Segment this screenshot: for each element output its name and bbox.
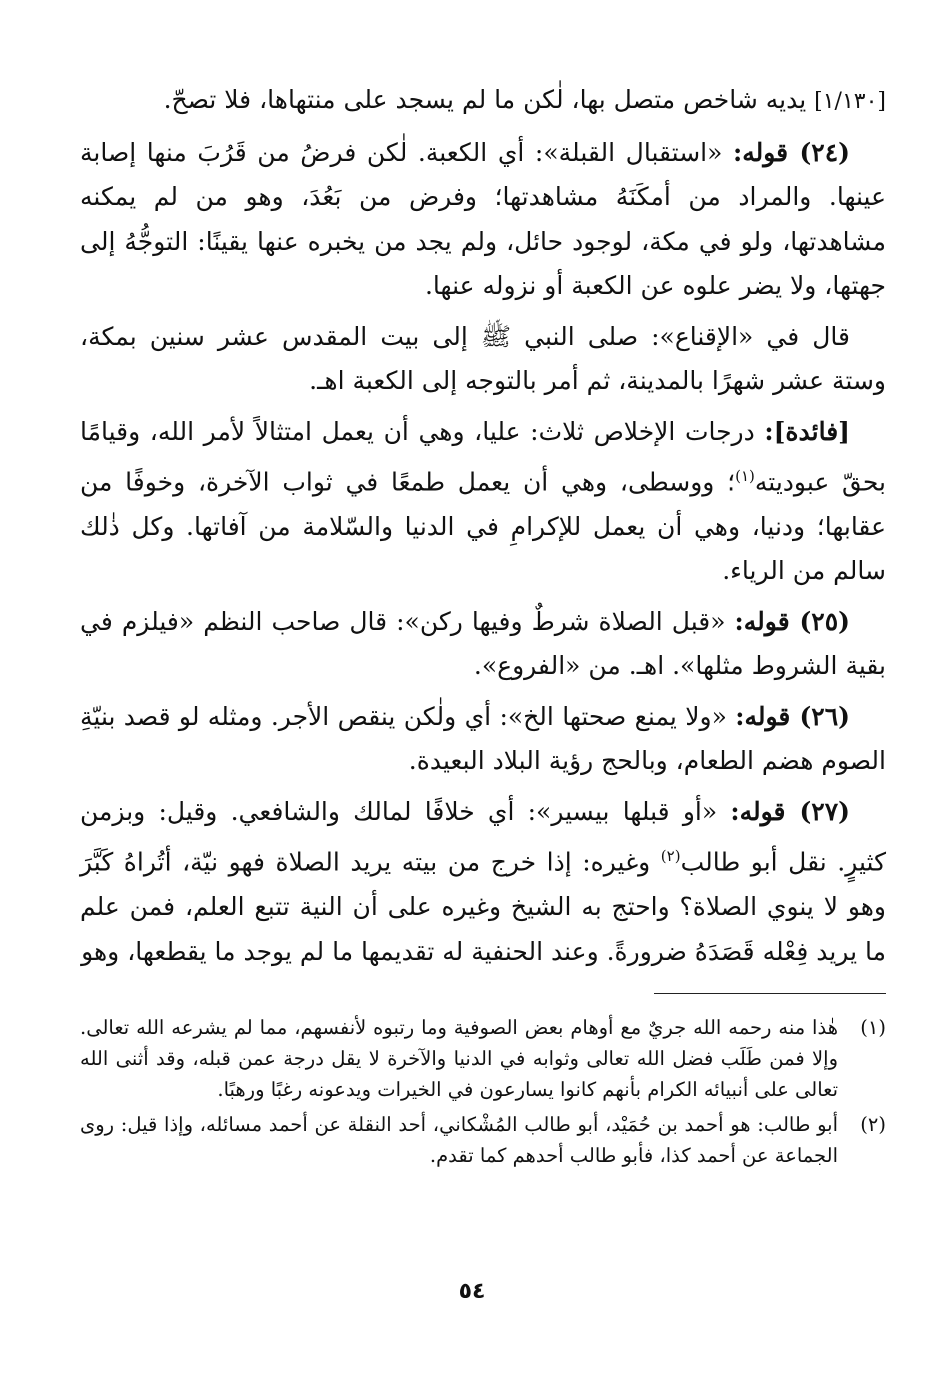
footnote-item [80,1109,886,1171]
paragraph-text: «استقبال القبلة»: أي الكعبة. لٰكن فرضُ من قَرُبَ منها إصابة عينها. والمراد من أمكَنَهُ مشاهدتها؛ وفرض من بَعُدَ، وهو من لم يمكنه مشاهدتها، ولو في مكة، لوجود حائل، ولم يجد من يخبره عنها يقينًا: التوجُّهُ إلى جهتها، ولا يضر علوه عن الكعبة أو نزوله عنها. [80,137,886,300]
benefit-label: [فائدة]: [764,416,850,446]
paragraph-text: درجات الإخلاص ثلاث: عليا، وهي أن يعمل امتثالاً لأمر الله، وقيامًا بحقّ عبوديته [80,416,886,497]
footnote-text: أبو طالب: هو أحمد بن حُمَيْد، أبو طالب المُشْكاني، أحد النقلة عن أحمد مسائله، وإذا قيل: روى الجماعة عن أحمد كذا، فأبو طالب أحدهم كما تقدم. [80,1113,838,1167]
comment-number: (٢٥) قوله: [734,606,850,636]
paragraph-benefit [80,410,886,594]
footnote-separator [654,993,886,994]
footnote-item [80,1012,886,1105]
paragraph-text: «قبل الصلاة شرطٌ وفيها ركن»: قال صاحب النظم «فيلزم في بقية الشروط مثلها». اهـ. من «الفروع». [80,606,886,681]
footnote-number: (٢) [860,1113,886,1136]
paragraph-text: يديه شاخص متصل بها، لٰكن ما لم يسجد على منتهاها، فلا تصحّ. [163,85,807,114]
main-text [80,78,886,980]
footnote-text: هٰذا منه رحمه الله جريٌ مع أوهام بعض الصوفية وما رتبوه لأنفسهم، مما لم يشرعه الله تعالى. وإلا فمن طَلَب فضل الله تعالى وثوابه في الدنيا والآخرة لا يقل درجة عمن قبله، وقد أثنى الله تعالى على أنبيائه الكرام بأنهم كانوا يسارعون في الخيرات ويدعونه رغبًا ورهبًا. [80,1016,838,1101]
footnote-ref[interactable]: (٢) [660,847,681,866]
paragraph-24 [80,131,886,309]
paragraph-continuation [80,78,886,125]
paragraph-text: قال في «الإقناع»: صلى النبي ﷺ إلى بيت المقدس عشر سنين بمكة، وستة عشر شهرًا بالمدينة، ثم أمر بالتوجه إلى الكعبة اهـ. [80,321,886,395]
comment-number: (٢٤) قوله: [732,137,850,167]
paragraph-text: «أو قبلها بيسير»: أي خلافًا لمالك والشافعي. وقيل: وبزمن كثيرٍ. نقل أبو طالب [80,796,887,877]
paragraph-text: ؛ ووسطى، وهي أن يعمل طمعًا في ثواب الآخرة، وخوفًا من عقابها؛ ودنيا، وهي أن يعمل للإكرامِ في الدنيا والسّلامة من آفاتها. وكل ذٰلك سالم من الرياء. [80,467,886,586]
footnote-number: (١) [860,1016,886,1039]
paragraph-27 [80,790,886,974]
comment-number: (٢٦) قوله: [735,701,850,731]
paragraph-iqna-quote [80,315,886,404]
paragraph-26 [80,695,886,784]
paragraph-text: وغيره: إذا خرج من بيته يريد الصلاة فهو نيّة، أتُراهُ كَبَّرَ وهو لا ينوي الصلاة؟ واحتج به الشيخ وغيره على أن النية تتبع العلم، فمن علم ما يريد فِعْله قَصَدَهُ ضرورةً. وعند الحنفية له تقديمها ما لم يوجد ما يقطعها، وهو [80,847,886,966]
page-number: ٥٤ [458,1279,486,1304]
comment-number: (٢٧) قوله: [730,796,850,826]
paragraph-25 [80,600,886,689]
footnotes [80,1012,886,1175]
paragraph-text: «ولا يمنع صحتها الخ»: أي ولٰكن ينقص الأجر. ومثله لو قصد بنيّةِ الصوم هضم الطعام، وبالحج رؤية البلاد البعيدة. [80,701,886,776]
volume-page-ref: [١/١٣٠] [814,89,886,114]
footnote-ref[interactable]: (١) [735,467,755,485]
